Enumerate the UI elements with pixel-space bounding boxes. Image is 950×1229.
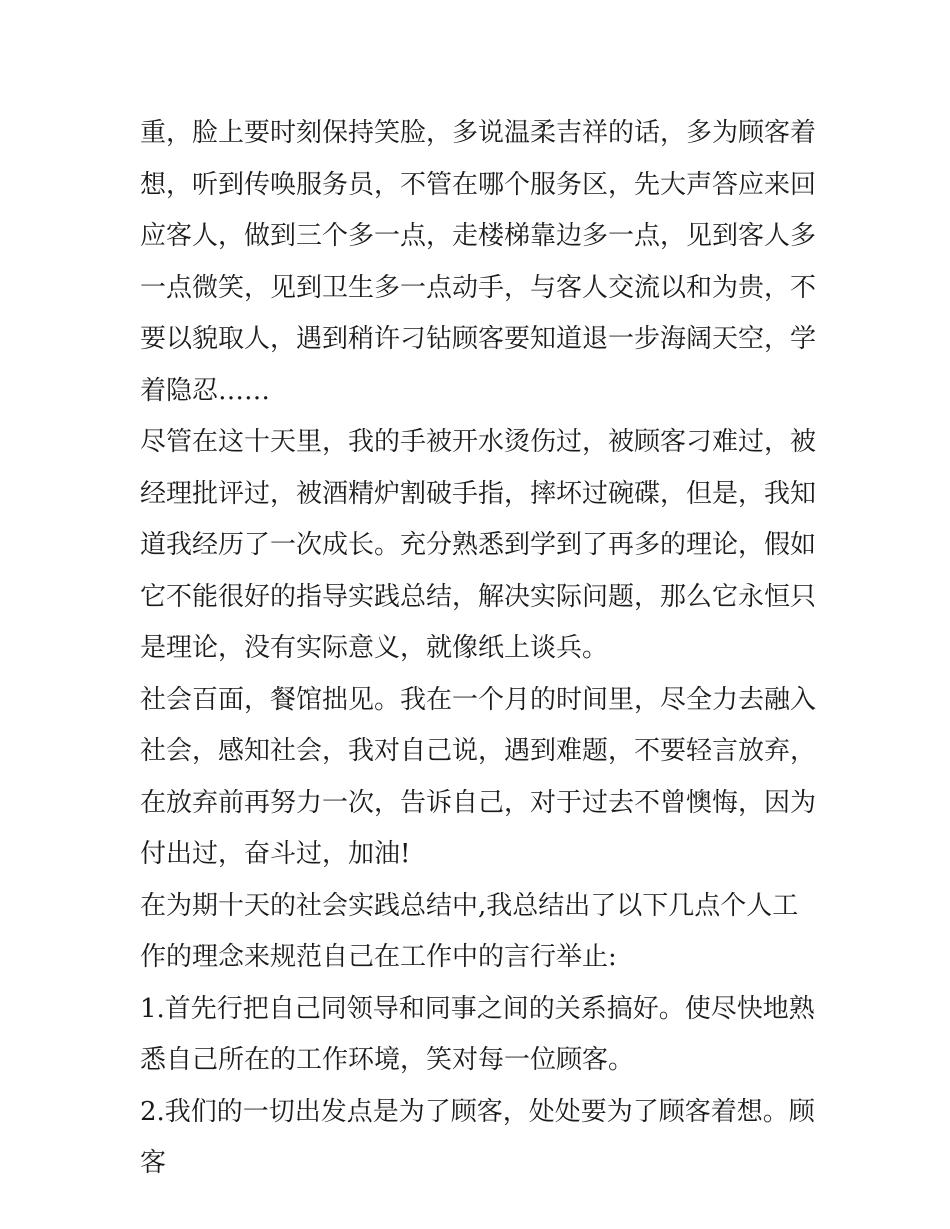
paragraph-principle-2: 2.我们的一切出发点是为了顾客，处处要为了顾客着想。顾客 [140,1096,815,1178]
paragraph-society-reflection: 社会百面，餐馆拙见。我在一个月的时间里，尽全力去融入社会，感知社会，我对自己说，遇到难题，不要轻言放弃，在放弃前再努力一次，告诉自己，对于过去不曾懊悔，因为付出过，奋斗过，加油! [140,684,817,869]
paragraph-service-attitude: 重，脸上要时刻保持笑脸，多说温柔吉祥的话，多为顾客着想，听到传唤服务员，不管在哪个服务区，先大声答应来回应客人，做到三个多一点，走楼梯靠边多一点，见到客人多一点微笑，见到卫生多一点动手，与客人交流以和为贵，不要以貌取人，遇到稍许刁钻顾客要知道退一步海阔天空，学着隐忍…… [140,118,817,406]
document-body [140,108,816,1190]
paragraph-principle-1: 1.首先行把自己同领导和同事之间的关系搞好。使尽快地熟悉自己所在的工作环境，笑对每一位顾客。 [140,993,815,1075]
paragraph-hardships-growth: 尽管在这十天里，我的手被开水烫伤过，被顾客刁难过，被经理批评过，被酒精炉割破手指，摔坏过碗碟，但是，我知道我经历了一次成长。充分熟悉到学到了再多的理论，假如它不能很好的指导实践总结，解决实际问题，那么它永恒只是理论，没有实际意义，就像纸上谈兵。 [140,427,817,663]
paragraph-work-principles-intro: 在为期十天的社会实践总结中,我总结出了以下几点个人工作的理念来规范自己在工作中的言行举止: [140,890,799,972]
